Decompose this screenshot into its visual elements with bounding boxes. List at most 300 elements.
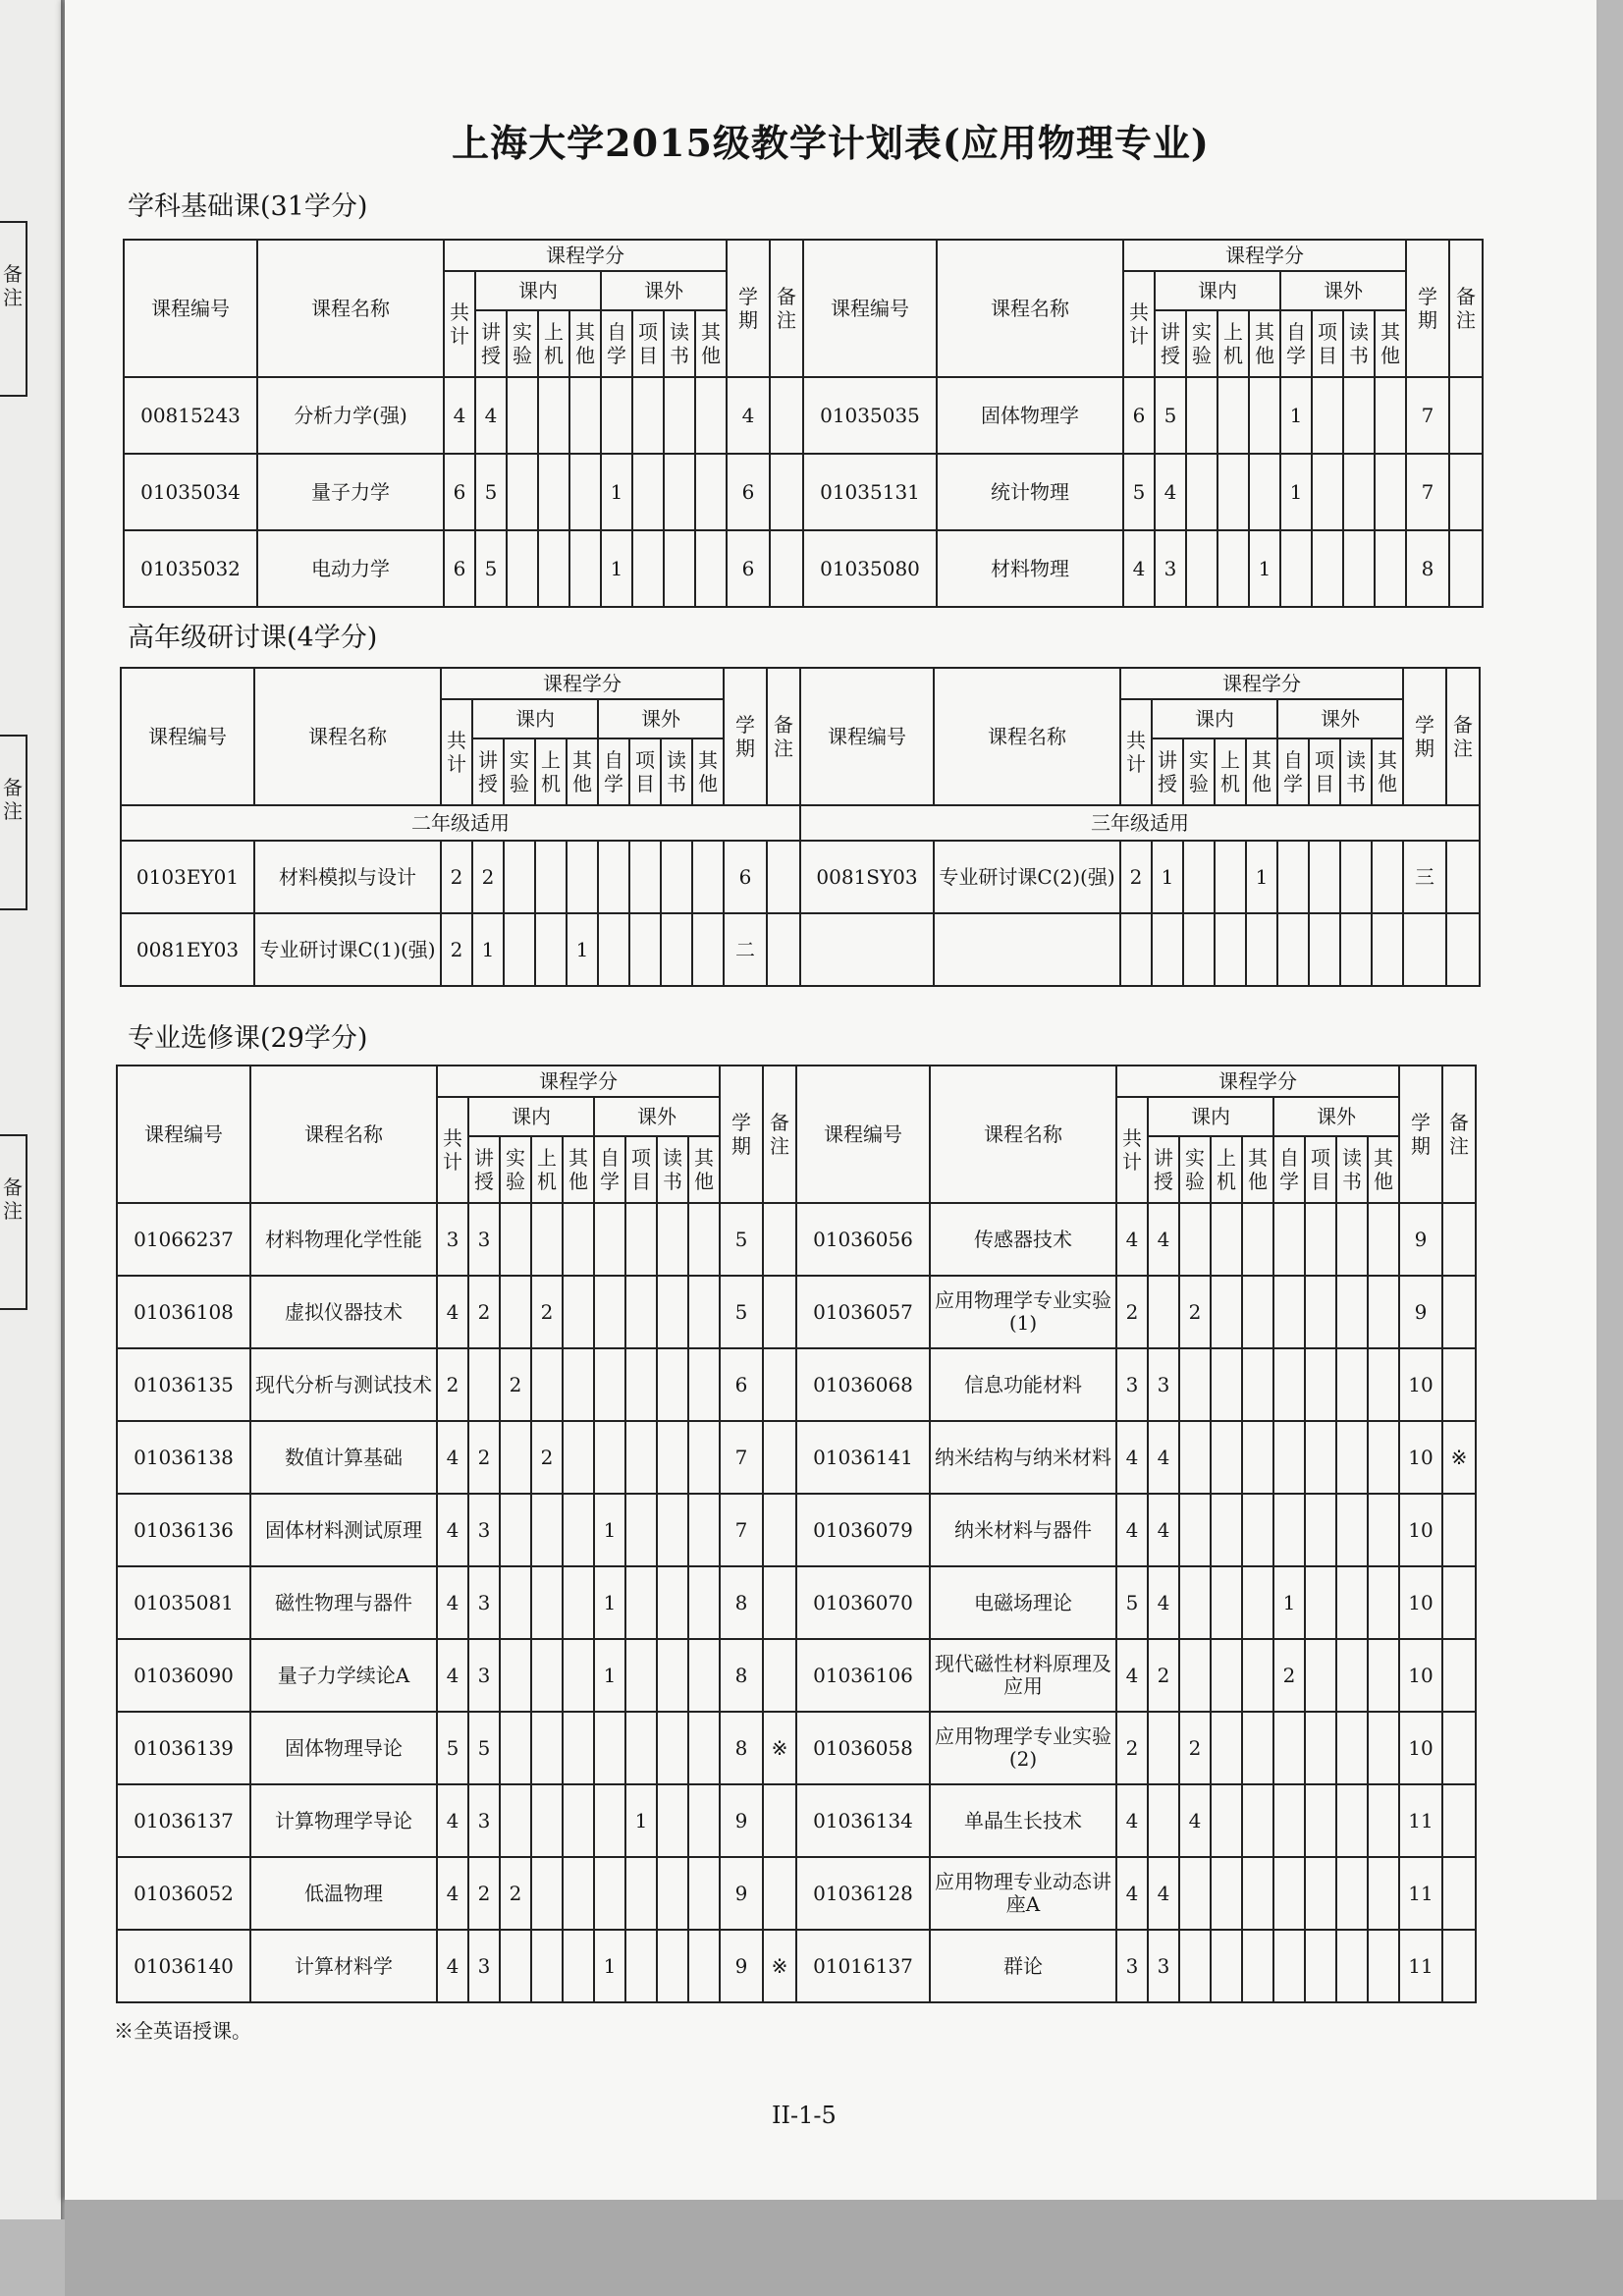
course-name: 电磁场理论 <box>930 1566 1116 1639</box>
table-row <box>117 1784 1476 1857</box>
credit-cell: 3 <box>468 1639 500 1712</box>
credit-cell: 4 <box>1148 1494 1179 1566</box>
credit-cell <box>594 1203 625 1276</box>
remark-cell <box>1442 1639 1476 1712</box>
course-code: 01036128 <box>796 1857 930 1930</box>
credit-cell <box>625 1421 657 1494</box>
credit-cell <box>531 1203 563 1276</box>
adjacent-remark-box: 备注 <box>0 221 27 397</box>
credit-cell <box>507 454 538 530</box>
credit-cell <box>1179 1421 1211 1494</box>
header-term: 学期 <box>1403 668 1446 805</box>
credit-cell <box>1217 530 1249 607</box>
course-table-electives <box>116 1065 1477 2003</box>
credit-cell <box>1242 1203 1273 1276</box>
credit-cell: 3 <box>468 1566 500 1639</box>
credit-cell <box>692 841 724 913</box>
credit-cell <box>531 1639 563 1712</box>
course-name: 电动力学 <box>257 530 444 607</box>
credit-cell <box>1277 841 1309 913</box>
header-term: 学期 <box>724 668 767 805</box>
credit-cell <box>695 454 727 530</box>
credit-cell <box>1343 454 1375 530</box>
course-code: 01036138 <box>117 1421 250 1494</box>
credit-cell <box>1336 1712 1368 1784</box>
page-title: 上海大学2015级教学计划表(应用物理专业) <box>452 121 1210 165</box>
credit-cell <box>1336 1494 1368 1566</box>
credit-cell: 4 <box>475 377 507 454</box>
credit-cell <box>1340 841 1372 913</box>
credit-cell <box>1368 1857 1399 1930</box>
header-term: 学期 <box>727 240 770 377</box>
course-name: 材料模拟与设计 <box>254 841 441 913</box>
header-remark: 备注 <box>770 240 803 377</box>
credit-cell <box>1211 1712 1242 1784</box>
credit-cell <box>1336 1639 1368 1712</box>
course-code: 01036052 <box>117 1857 250 1930</box>
credit-cell <box>1211 1203 1242 1276</box>
credit-cell: 4 <box>1116 1203 1148 1276</box>
credit-cell <box>657 1276 688 1348</box>
remark-cell <box>770 454 803 530</box>
header-inside: 课内 <box>1152 699 1277 738</box>
credit-cell <box>1242 1566 1273 1639</box>
credit-cell: 2 <box>1179 1276 1211 1348</box>
credit-cell <box>1211 1421 1242 1494</box>
credit-cell <box>500 1566 531 1639</box>
header-self: 自学 <box>1280 310 1312 377</box>
credit-cell <box>1273 1712 1305 1784</box>
term-cell: 9 <box>720 1784 763 1857</box>
credit-cell <box>688 1203 720 1276</box>
remark-cell <box>1446 913 1480 986</box>
credit-cell <box>1148 1712 1179 1784</box>
credit-cell <box>1249 377 1280 454</box>
credit-cell: 3 <box>1155 530 1186 607</box>
course-code: 0103EY01 <box>121 841 254 913</box>
credit-cell: 2 <box>1273 1639 1305 1712</box>
course-table-seminar <box>120 667 1481 987</box>
header-self: 自学 <box>1277 738 1309 805</box>
course-code: 01016137 <box>796 1930 930 2002</box>
header-remark: 备注 <box>763 1066 796 1203</box>
remark-cell <box>770 377 803 454</box>
credit-cell: 5 <box>1123 454 1155 530</box>
credit-cell <box>1343 530 1375 607</box>
header-outside: 课外 <box>1277 699 1403 738</box>
course-code: 00815243 <box>124 377 257 454</box>
footnote: ※全英语授课。 <box>114 2019 251 2043</box>
header-lecture: 讲授 <box>475 310 507 377</box>
credit-cell <box>1148 1784 1179 1857</box>
credit-cell <box>1273 1857 1305 1930</box>
credit-cell <box>1305 1857 1336 1930</box>
header-course-code: 课程编号 <box>803 240 937 377</box>
credit-cell: 1 <box>567 913 598 986</box>
header-lab: 实验 <box>500 1136 531 1203</box>
credit-cell: 4 <box>437 1276 468 1348</box>
credit-cell <box>563 1712 594 1784</box>
credit-cell: 5 <box>437 1712 468 1784</box>
credit-cell <box>657 1203 688 1276</box>
credit-cell <box>657 1566 688 1639</box>
credit-cell <box>1186 377 1217 454</box>
course-name: 固体材料测试原理 <box>250 1494 437 1566</box>
credit-cell <box>563 1494 594 1566</box>
table-row <box>121 841 1480 913</box>
credit-cell <box>664 377 695 454</box>
credit-cell <box>538 530 569 607</box>
credit-cell <box>1211 1857 1242 1930</box>
table-row <box>117 1857 1476 1930</box>
header-computer: 上机 <box>538 310 569 377</box>
credit-cell: 1 <box>472 913 504 986</box>
remark-cell <box>763 1857 796 1930</box>
course-name: 数值计算基础 <box>250 1421 437 1494</box>
credit-cell <box>569 530 601 607</box>
credit-cell: 1 <box>594 1494 625 1566</box>
credit-cell <box>688 1494 720 1566</box>
header-lab: 实验 <box>507 310 538 377</box>
remark-cell <box>1442 1712 1476 1784</box>
credit-cell <box>1305 1494 1336 1566</box>
term-cell: 10 <box>1399 1494 1442 1566</box>
credit-cell <box>598 841 629 913</box>
header-credits: 课程学分 <box>1120 668 1403 699</box>
credit-cell: 6 <box>1123 377 1155 454</box>
credit-cell <box>500 1784 531 1857</box>
credit-cell: 2 <box>500 1348 531 1421</box>
table-row <box>117 1930 1476 2002</box>
credit-cell: 3 <box>468 1494 500 1566</box>
credit-cell: 4 <box>437 1566 468 1639</box>
course-code: 01035081 <box>117 1566 250 1639</box>
header-course-code: 课程编号 <box>800 668 934 805</box>
credit-cell <box>598 913 629 986</box>
credit-cell <box>1273 1421 1305 1494</box>
table-row <box>117 1348 1476 1421</box>
course-name: 统计物理 <box>937 454 1123 530</box>
header-credits: 课程学分 <box>437 1066 720 1097</box>
adjacent-remark-box: 备注 <box>0 735 27 910</box>
header-inside: 课内 <box>472 699 598 738</box>
credit-cell <box>1179 1494 1211 1566</box>
credit-cell: 5 <box>1116 1566 1148 1639</box>
credit-cell <box>688 1784 720 1857</box>
header-course-name: 课程名称 <box>250 1066 437 1203</box>
credit-cell <box>1217 454 1249 530</box>
credit-cell <box>695 377 727 454</box>
course-name: 材料物理化学性能 <box>250 1203 437 1276</box>
credit-cell: 2 <box>468 1276 500 1348</box>
credit-cell <box>664 454 695 530</box>
credit-cell <box>563 1930 594 2002</box>
credit-cell <box>563 1784 594 1857</box>
credit-cell <box>625 1930 657 2002</box>
credit-cell <box>1336 1203 1368 1276</box>
credit-cell <box>688 1276 720 1348</box>
course-code: 01036056 <box>796 1203 930 1276</box>
credit-cell <box>1246 913 1277 986</box>
credit-cell <box>688 1421 720 1494</box>
remark-cell <box>1442 1494 1476 1566</box>
credit-cell <box>1217 377 1249 454</box>
credit-cell <box>1368 1494 1399 1566</box>
header-project: 项目 <box>1305 1136 1336 1203</box>
credit-cell <box>601 377 632 454</box>
credit-cell <box>594 1712 625 1784</box>
course-name: 固体物理学 <box>937 377 1123 454</box>
credit-cell <box>657 1348 688 1421</box>
section-title: 高年级研讨课(4学分) <box>128 623 378 653</box>
credit-cell <box>1312 454 1343 530</box>
credit-cell <box>1186 530 1217 607</box>
term-cell: 8 <box>1406 530 1449 607</box>
credit-cell <box>1186 454 1217 530</box>
credit-cell <box>688 1930 720 2002</box>
credit-cell <box>625 1348 657 1421</box>
credit-cell <box>531 1930 563 2002</box>
credit-cell: 3 <box>468 1930 500 2002</box>
course-code: 01035131 <box>803 454 937 530</box>
credit-cell <box>500 1639 531 1712</box>
credit-cell <box>1375 530 1406 607</box>
credit-cell <box>1368 1421 1399 1494</box>
remark-cell <box>1449 454 1483 530</box>
credit-cell: 4 <box>437 1784 468 1857</box>
credit-cell <box>1242 1348 1273 1421</box>
course-name: 纳米材料与器件 <box>930 1494 1116 1566</box>
credit-cell: 1 <box>1280 377 1312 454</box>
table-row <box>117 1566 1476 1639</box>
credit-cell <box>1211 1276 1242 1348</box>
remark-cell: ※ <box>1442 1421 1476 1494</box>
credit-cell: 4 <box>437 1930 468 2002</box>
credit-cell <box>563 1203 594 1276</box>
remark-cell <box>763 1494 796 1566</box>
credit-cell: 1 <box>625 1784 657 1857</box>
page-number: II-1-5 <box>772 2102 837 2129</box>
credit-cell <box>688 1348 720 1421</box>
credit-cell: 1 <box>601 454 632 530</box>
credit-cell: 4 <box>1116 1421 1148 1494</box>
credit-cell <box>563 1276 594 1348</box>
header-reading: 读书 <box>1336 1136 1368 1203</box>
course-name: 单晶生长技术 <box>930 1784 1116 1857</box>
term-cell: 10 <box>1399 1421 1442 1494</box>
term-cell: 8 <box>720 1639 763 1712</box>
header-outside: 课外 <box>1273 1097 1399 1136</box>
remark-cell <box>763 1784 796 1857</box>
credit-cell <box>531 1784 563 1857</box>
term-cell: 11 <box>1399 1930 1442 2002</box>
term-cell: 6 <box>727 454 770 530</box>
credit-cell <box>594 1857 625 1930</box>
credit-cell <box>1336 1421 1368 1494</box>
header-course-code: 课程编号 <box>796 1066 930 1203</box>
credit-cell: 2 <box>1179 1712 1211 1784</box>
credit-cell: 2 <box>441 841 472 913</box>
credit-cell <box>629 913 661 986</box>
course-code: 01036140 <box>117 1930 250 2002</box>
course-name: 传感器技术 <box>930 1203 1116 1276</box>
remark-cell <box>763 1639 796 1712</box>
credit-cell <box>531 1494 563 1566</box>
credit-cell: 4 <box>437 1421 468 1494</box>
course-name: 应用物理学专业实验(2) <box>930 1712 1116 1784</box>
course-name: 低温物理 <box>250 1857 437 1930</box>
course-name: 量子力学 <box>257 454 444 530</box>
credit-cell: 1 <box>1273 1566 1305 1639</box>
credit-cell <box>661 841 692 913</box>
header-term: 学期 <box>720 1066 763 1203</box>
credit-cell <box>1368 1712 1399 1784</box>
credit-cell <box>1305 1930 1336 2002</box>
remark-cell <box>1442 1276 1476 1348</box>
header-outside: 课外 <box>598 699 724 738</box>
header-remark: 备注 <box>767 668 800 805</box>
credit-cell: 4 <box>1116 1639 1148 1712</box>
credit-cell <box>688 1857 720 1930</box>
credit-cell <box>1242 1276 1273 1348</box>
credit-cell <box>594 1348 625 1421</box>
credit-cell <box>1309 841 1340 913</box>
credit-cell <box>625 1712 657 1784</box>
credit-cell <box>569 454 601 530</box>
credit-cell <box>625 1566 657 1639</box>
term-cell: 11 <box>1399 1857 1442 1930</box>
credit-cell: 3 <box>1148 1930 1179 2002</box>
section-title: 专业选修课(29学分) <box>128 1023 368 1054</box>
remark-cell <box>1449 530 1483 607</box>
remark-cell <box>1442 1348 1476 1421</box>
section-title: 学科基础课(31学分) <box>128 191 368 222</box>
credit-cell: 2 <box>500 1857 531 1930</box>
credit-cell <box>632 530 664 607</box>
course-code: 01036141 <box>796 1421 930 1494</box>
credit-cell: 4 <box>437 1857 468 1930</box>
credit-cell <box>1305 1566 1336 1639</box>
term-cell: 9 <box>1399 1203 1442 1276</box>
credit-cell <box>504 841 535 913</box>
credit-cell <box>1273 1348 1305 1421</box>
credit-cell: 6 <box>444 530 475 607</box>
header-self: 自学 <box>598 738 629 805</box>
course-code: 01036070 <box>796 1566 930 1639</box>
credit-cell <box>657 1784 688 1857</box>
credit-cell <box>657 1494 688 1566</box>
credit-cell <box>1179 1566 1211 1639</box>
credit-cell: 2 <box>472 841 504 913</box>
credit-cell <box>1242 1712 1273 1784</box>
header-other2: 其他 <box>688 1136 720 1203</box>
header-total: 共计 <box>441 699 472 805</box>
header-course-name: 课程名称 <box>930 1066 1116 1203</box>
credit-cell: 5 <box>475 454 507 530</box>
credit-cell: 5 <box>468 1712 500 1784</box>
credit-cell <box>468 1348 500 1421</box>
course-code: 01036134 <box>796 1784 930 1857</box>
remark-cell <box>767 913 800 986</box>
group-label: 三年级适用 <box>800 805 1480 841</box>
credit-cell <box>500 1276 531 1348</box>
credit-cell: 4 <box>1116 1784 1148 1857</box>
credit-cell: 4 <box>1155 454 1186 530</box>
credit-cell <box>1336 1348 1368 1421</box>
table-row <box>124 530 1483 607</box>
credit-cell <box>1312 377 1343 454</box>
credit-cell <box>1120 913 1152 986</box>
course-name: 应用物理专业动态讲座A <box>930 1857 1116 1930</box>
credit-cell: 5 <box>1155 377 1186 454</box>
header-course-name: 课程名称 <box>254 668 441 805</box>
header-computer: 上机 <box>1211 1136 1242 1203</box>
credit-cell <box>594 1276 625 1348</box>
course-name: 专业研讨课C(2)(强) <box>934 841 1120 913</box>
credit-cell <box>531 1566 563 1639</box>
remark-cell <box>767 841 800 913</box>
credit-cell <box>632 377 664 454</box>
header-self: 自学 <box>594 1136 625 1203</box>
credit-cell <box>1249 454 1280 530</box>
table-row <box>121 913 1480 986</box>
credit-cell <box>1368 1348 1399 1421</box>
remark-cell: ※ <box>763 1930 796 2002</box>
header-credits: 课程学分 <box>1116 1066 1399 1097</box>
credit-cell <box>657 1639 688 1712</box>
credit-cell: 2 <box>1120 841 1152 913</box>
credit-cell <box>1273 1276 1305 1348</box>
credit-cell <box>563 1857 594 1930</box>
term-cell: 9 <box>720 1857 763 1930</box>
credit-cell <box>567 841 598 913</box>
term-cell: 7 <box>720 1494 763 1566</box>
credit-cell: 1 <box>594 1566 625 1639</box>
header-lab: 实验 <box>1186 310 1217 377</box>
header-total: 共计 <box>437 1097 468 1203</box>
credit-cell <box>507 377 538 454</box>
credit-cell <box>1152 913 1183 986</box>
credit-cell <box>1336 1566 1368 1639</box>
course-code: 01035034 <box>124 454 257 530</box>
course-code: 0081EY03 <box>121 913 254 986</box>
credit-cell <box>1273 1784 1305 1857</box>
credit-cell <box>1179 1857 1211 1930</box>
credit-cell <box>657 1421 688 1494</box>
remark-cell <box>763 1566 796 1639</box>
credit-cell <box>1183 841 1215 913</box>
table-row <box>124 377 1483 454</box>
table-row <box>124 454 1483 530</box>
credit-cell <box>500 1421 531 1494</box>
credit-cell <box>504 913 535 986</box>
credit-cell: 4 <box>437 1494 468 1566</box>
course-name: 现代磁性材料原理及应用 <box>930 1639 1116 1712</box>
credit-cell: 1 <box>1249 530 1280 607</box>
credit-cell <box>1340 913 1372 986</box>
credit-cell <box>661 913 692 986</box>
credit-cell: 2 <box>531 1421 563 1494</box>
header-other2: 其他 <box>692 738 724 805</box>
credit-cell <box>1368 1566 1399 1639</box>
header-project: 项目 <box>1312 310 1343 377</box>
course-name: 专业研讨课C(1)(强) <box>254 913 441 986</box>
term-cell: 10 <box>1399 1712 1442 1784</box>
credit-cell <box>1343 377 1375 454</box>
header-lecture: 讲授 <box>468 1136 500 1203</box>
credit-cell <box>1368 1930 1399 2002</box>
credit-cell <box>1273 1494 1305 1566</box>
